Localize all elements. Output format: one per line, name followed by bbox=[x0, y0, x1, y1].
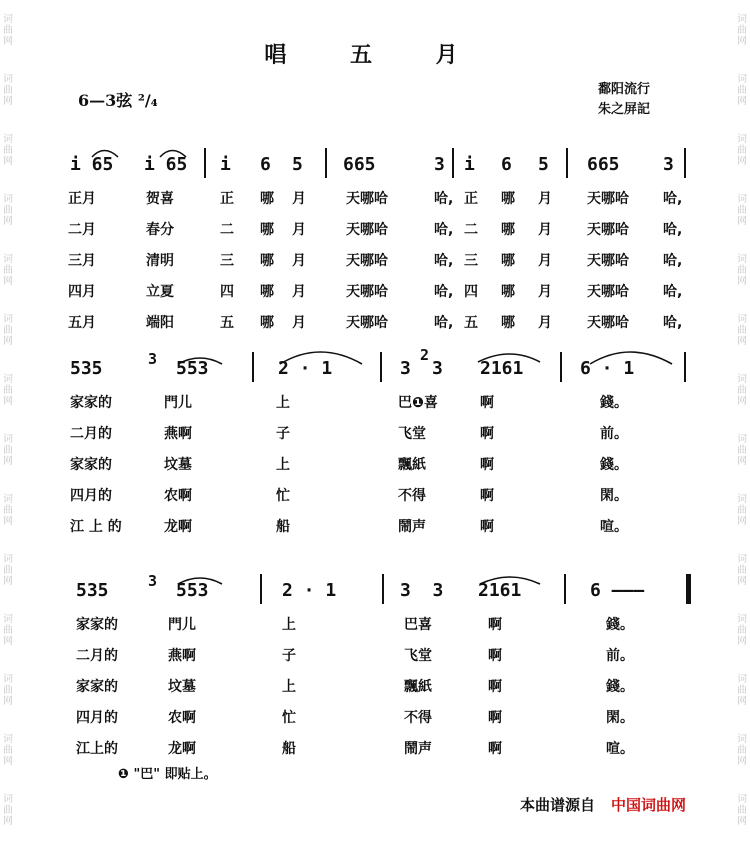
watermark-char: 网 bbox=[3, 275, 13, 287]
watermark-char: 曲 bbox=[737, 144, 747, 156]
lyric-word: 端阳 bbox=[146, 315, 174, 331]
note: 3 bbox=[432, 358, 443, 379]
lyric-word: 不得 bbox=[404, 710, 432, 726]
watermark-char: 词 bbox=[737, 673, 747, 685]
watermark-char: 曲 bbox=[3, 324, 13, 336]
watermark-char: 网 bbox=[3, 755, 13, 767]
lyric-word: 上 bbox=[276, 457, 290, 473]
lyric-word: 正月 bbox=[68, 191, 96, 207]
lyric-word: 門儿 bbox=[164, 395, 192, 411]
watermark-char: 曲 bbox=[737, 324, 747, 336]
lyric-word: 三 bbox=[220, 253, 234, 269]
watermark-char: 网 bbox=[3, 635, 13, 647]
note-group: 665 bbox=[343, 154, 376, 175]
slur-mark bbox=[178, 358, 222, 364]
lyric-word: 船 bbox=[282, 741, 296, 757]
watermark-char: 词 bbox=[3, 253, 13, 265]
lyric-word: 哈, bbox=[663, 253, 683, 269]
lyric-word: 天哪哈 bbox=[587, 315, 629, 331]
watermark-char: 曲 bbox=[3, 144, 13, 156]
lyric-word: 哪 bbox=[260, 253, 274, 269]
note-group: 2161 bbox=[480, 358, 524, 379]
lyric-word: 喧。 bbox=[600, 519, 628, 535]
watermark-char: 网 bbox=[737, 275, 747, 287]
lyric-word: 月 bbox=[292, 315, 306, 331]
watermark-char: 曲 bbox=[737, 684, 747, 696]
source-site: 中国词曲网 bbox=[611, 796, 687, 814]
lyric-word: 啊 bbox=[480, 519, 494, 535]
lyric-word: 上 bbox=[282, 679, 296, 695]
grace-note: 3 bbox=[148, 572, 158, 590]
watermark-char: 曲 bbox=[3, 84, 13, 96]
watermark-char: 词 bbox=[737, 193, 747, 205]
watermark-char: 网 bbox=[3, 695, 13, 707]
note: i bbox=[220, 154, 231, 175]
note-group: 553 bbox=[176, 358, 209, 379]
watermark-char: 曲 bbox=[3, 384, 13, 396]
lyric-word: 天哪哈 bbox=[346, 253, 388, 269]
watermark-char: 词 bbox=[737, 613, 747, 625]
lyric-word: 天哪哈 bbox=[587, 284, 629, 300]
credit-origin: 鄱阳流行 bbox=[598, 82, 651, 97]
lyric-word: 閑。 bbox=[606, 710, 634, 726]
slur-mark bbox=[92, 151, 118, 158]
watermark-char: 词 bbox=[3, 673, 13, 685]
lyric-word: 哪 bbox=[260, 284, 274, 300]
note-group: 535 bbox=[70, 358, 103, 379]
watermark-char: 曲 bbox=[737, 804, 747, 816]
note: 5 bbox=[538, 154, 549, 175]
lyric-word: 啊 bbox=[480, 426, 494, 442]
note-group: 3 3 bbox=[400, 580, 444, 601]
lyric-word: 前。 bbox=[606, 648, 634, 664]
watermark-char: 网 bbox=[3, 815, 13, 827]
lyric-word: 哈, bbox=[434, 253, 454, 269]
note: 5 bbox=[292, 154, 303, 175]
lyric-word: 門儿 bbox=[168, 617, 196, 633]
slur-mark bbox=[590, 352, 672, 364]
watermark-char: 词 bbox=[737, 433, 747, 445]
lyric-word: 上 bbox=[282, 617, 296, 633]
lyric-word: 啊 bbox=[488, 741, 502, 757]
lyric-word: 天哪哈 bbox=[346, 191, 388, 207]
watermark-char: 网 bbox=[737, 95, 747, 107]
watermark-char: 词 bbox=[3, 433, 13, 445]
note-group: i 65 bbox=[70, 154, 114, 175]
lyric-word: 天哪哈 bbox=[346, 315, 388, 331]
lyric-word: 巴❶喜 bbox=[398, 395, 438, 411]
note: i bbox=[464, 154, 475, 175]
lyric-word: 农啊 bbox=[164, 488, 192, 504]
lyric-word: 五 bbox=[464, 315, 478, 331]
slur-mark bbox=[280, 352, 362, 364]
lyric-word: 忙 bbox=[282, 710, 296, 726]
lyric-word: 二月 bbox=[68, 222, 96, 238]
watermark-char: 词 bbox=[737, 553, 747, 565]
watermark-char: 网 bbox=[3, 335, 13, 347]
watermark-char: 曲 bbox=[3, 504, 13, 516]
lyric-word: 飞堂 bbox=[404, 648, 432, 664]
lyric-word: 坟墓 bbox=[164, 457, 192, 473]
watermark-char: 词 bbox=[3, 373, 13, 385]
grace-note: 3 bbox=[148, 350, 158, 368]
watermark-char: 网 bbox=[737, 395, 747, 407]
watermark-char: 网 bbox=[3, 215, 13, 227]
lyric-word: 江上的 bbox=[76, 741, 118, 757]
watermark-char: 词 bbox=[3, 73, 13, 85]
watermark-char: 网 bbox=[737, 335, 747, 347]
note-group: 6 · 1 bbox=[580, 358, 635, 379]
watermark-char: 网 bbox=[737, 815, 747, 827]
watermark-char: 曲 bbox=[737, 384, 747, 396]
grace-note: 2 bbox=[420, 346, 430, 364]
watermark-char: 词 bbox=[3, 553, 13, 565]
lyric-word: 子 bbox=[276, 426, 290, 442]
lyric-word: 月 bbox=[538, 222, 552, 238]
lyric-word: 啊 bbox=[488, 617, 502, 633]
watermark-char: 词 bbox=[3, 133, 13, 145]
lyric-word: 月 bbox=[538, 315, 552, 331]
lyric-word: 哪 bbox=[501, 222, 515, 238]
lyric-word: 天哪哈 bbox=[346, 222, 388, 238]
watermark-char: 曲 bbox=[3, 24, 13, 36]
lyric-word: 天哪哈 bbox=[346, 284, 388, 300]
note: 3 bbox=[663, 154, 674, 175]
lyric-word: 哪 bbox=[501, 191, 515, 207]
lyric-word: 家家的 bbox=[76, 617, 118, 633]
watermark-char: 词 bbox=[737, 793, 747, 805]
lyric-word: 立夏 bbox=[146, 284, 174, 300]
watermark-char: 曲 bbox=[3, 804, 13, 816]
watermark-char: 词 bbox=[737, 133, 747, 145]
lyric-word: 鬧声 bbox=[404, 741, 432, 757]
lyric-word: 鬧声 bbox=[398, 519, 426, 535]
note-group: 535 bbox=[76, 580, 109, 601]
source-credit bbox=[520, 794, 686, 815]
lyric-word: 三 bbox=[464, 253, 478, 269]
lyric-word: 閑。 bbox=[600, 488, 628, 504]
lyric-word: 龙啊 bbox=[168, 741, 196, 757]
lyric-word: 前。 bbox=[600, 426, 628, 442]
lyric-word: 哪 bbox=[501, 284, 515, 300]
watermark-char: 词 bbox=[737, 313, 747, 325]
lyric-word: 哈, bbox=[434, 222, 454, 238]
source-label: 本曲谱源自 bbox=[520, 796, 596, 814]
note-group: 2 · 1 bbox=[278, 358, 333, 379]
watermark-char: 曲 bbox=[737, 204, 747, 216]
credit-recorder: 朱之屏記 bbox=[598, 102, 651, 117]
watermark-char: 网 bbox=[3, 95, 13, 107]
lyric-word: 四月 bbox=[68, 284, 96, 300]
watermark-char: 曲 bbox=[737, 24, 747, 36]
lyric-word: 哈, bbox=[434, 191, 454, 207]
watermark-char: 网 bbox=[737, 215, 747, 227]
watermark-char: 网 bbox=[737, 515, 747, 527]
lyric-word: 五 bbox=[220, 315, 234, 331]
slur-mark bbox=[480, 577, 540, 584]
lyric-word: 二月的 bbox=[70, 426, 112, 442]
lyric-word: 二月的 bbox=[76, 648, 118, 664]
slur-mark bbox=[160, 151, 186, 158]
lyric-word: 哈, bbox=[663, 315, 683, 331]
watermark-char: 词 bbox=[3, 613, 13, 625]
watermark-char: 曲 bbox=[737, 444, 747, 456]
lyric-word: 四月的 bbox=[76, 710, 118, 726]
lyric-word: 三月 bbox=[68, 253, 96, 269]
lyric-word: 四 bbox=[464, 284, 478, 300]
lyric-word: 燕啊 bbox=[168, 648, 196, 664]
lyric-word: 家家的 bbox=[70, 457, 112, 473]
lyric-word: 月 bbox=[538, 253, 552, 269]
lyric-word: 月 bbox=[538, 284, 552, 300]
watermark-char: 词 bbox=[3, 493, 13, 505]
watermark-char: 网 bbox=[3, 455, 13, 467]
lyric-word: 飄紙 bbox=[404, 679, 432, 695]
watermark-char: 网 bbox=[737, 35, 747, 47]
lyric-word: 子 bbox=[282, 648, 296, 664]
lyric-word: 月 bbox=[292, 222, 306, 238]
slur-mark bbox=[178, 578, 222, 584]
note: 6 bbox=[260, 154, 271, 175]
watermark-char: 网 bbox=[3, 515, 13, 527]
lyric-word: 家家的 bbox=[70, 395, 112, 411]
note: 6 bbox=[501, 154, 512, 175]
lyric-word: 哪 bbox=[501, 253, 515, 269]
lyric-word: 正 bbox=[464, 191, 478, 207]
watermark-char: 词 bbox=[3, 733, 13, 745]
watermark-char: 曲 bbox=[737, 624, 747, 636]
lyric-word: 正 bbox=[220, 191, 234, 207]
lyric-word: 船 bbox=[276, 519, 290, 535]
lyric-word: 啊 bbox=[488, 679, 502, 695]
key-signature: 6—3弦 ²/₄ bbox=[78, 91, 158, 110]
watermark-char: 词 bbox=[737, 13, 747, 25]
watermark-char: 词 bbox=[3, 193, 13, 205]
lyric-word: 啊 bbox=[488, 710, 502, 726]
lyric-word: 哪 bbox=[260, 222, 274, 238]
lyric-word: 贺喜 bbox=[146, 191, 174, 207]
lyric-word: 哪 bbox=[260, 315, 274, 331]
watermark-char: 网 bbox=[737, 155, 747, 167]
lyric-word: 錢。 bbox=[606, 679, 634, 695]
lyric-word: 巴喜 bbox=[404, 617, 432, 633]
watermark-char: 曲 bbox=[737, 84, 747, 96]
note: 3 bbox=[434, 154, 445, 175]
slur-mark bbox=[478, 354, 540, 362]
lyric-word: 不得 bbox=[398, 488, 426, 504]
lyric-word: 月 bbox=[292, 191, 306, 207]
watermark-char: 词 bbox=[3, 13, 13, 25]
watermark-char: 曲 bbox=[3, 444, 13, 456]
lyric-word: 二 bbox=[220, 222, 234, 238]
footnote: ❶ "巴" 即贴上。 bbox=[118, 767, 217, 782]
lyric-word: 哈, bbox=[434, 284, 454, 300]
watermark-char: 词 bbox=[737, 733, 747, 745]
lyric-word: 喧。 bbox=[606, 741, 634, 757]
lyric-word: 哈, bbox=[663, 284, 683, 300]
lyric-word: 五月 bbox=[68, 315, 96, 331]
note-group: 2161 bbox=[478, 580, 522, 601]
lyric-word: 四月的 bbox=[70, 488, 112, 504]
lyric-word: 飄紙 bbox=[398, 457, 426, 473]
lyric-word: 錢。 bbox=[606, 617, 634, 633]
watermark-char: 网 bbox=[3, 395, 13, 407]
watermark-char: 网 bbox=[737, 635, 747, 647]
watermark-char: 曲 bbox=[3, 564, 13, 576]
watermark-char: 曲 bbox=[737, 504, 747, 516]
lyric-word: 月 bbox=[292, 253, 306, 269]
watermark-char: 曲 bbox=[737, 264, 747, 276]
note: 3 bbox=[400, 358, 411, 379]
lyric-word: 哪 bbox=[260, 191, 274, 207]
lyric-word: 天哪哈 bbox=[587, 253, 629, 269]
watermark-char: 网 bbox=[737, 695, 747, 707]
song-title: 唱 五 月 bbox=[264, 43, 486, 68]
lyric-word: 天哪哈 bbox=[587, 191, 629, 207]
lyric-word: 燕啊 bbox=[164, 426, 192, 442]
watermark-char: 曲 bbox=[3, 264, 13, 276]
watermark-char: 网 bbox=[737, 755, 747, 767]
lyric-word: 春分 bbox=[146, 222, 174, 238]
lyric-word: 哈, bbox=[663, 222, 683, 238]
lyric-word: 錢。 bbox=[600, 457, 628, 473]
watermark-char: 词 bbox=[737, 73, 747, 85]
lyric-word: 上 bbox=[276, 395, 290, 411]
lyric-word: 啊 bbox=[488, 648, 502, 664]
lyric-word: 啊 bbox=[480, 457, 494, 473]
note-group: 553 bbox=[176, 580, 209, 601]
lyric-word: 农啊 bbox=[168, 710, 196, 726]
note-sustained: 6 ——— bbox=[590, 580, 645, 601]
lyric-word: 龙啊 bbox=[164, 519, 192, 535]
watermark-char: 网 bbox=[3, 155, 13, 167]
watermark-char: 曲 bbox=[3, 624, 13, 636]
lyric-word: 忙 bbox=[276, 488, 290, 504]
lyric-word: 飞堂 bbox=[398, 426, 426, 442]
lyric-word: 哈, bbox=[663, 191, 683, 207]
lyric-word: 月 bbox=[538, 191, 552, 207]
lyric-word: 清明 bbox=[146, 253, 174, 269]
watermark-char: 词 bbox=[3, 793, 13, 805]
lyric-word: 家家的 bbox=[76, 679, 118, 695]
note-group: 2 · 1 bbox=[282, 580, 337, 601]
watermark-char: 曲 bbox=[737, 564, 747, 576]
lyric-word: 哪 bbox=[501, 315, 515, 331]
lyric-word: 月 bbox=[292, 284, 306, 300]
watermark-char: 网 bbox=[3, 35, 13, 47]
lyric-word: 啊 bbox=[480, 488, 494, 504]
watermark-char: 词 bbox=[3, 313, 13, 325]
watermark-char: 曲 bbox=[3, 204, 13, 216]
watermark-char: 曲 bbox=[737, 744, 747, 756]
watermark-char: 词 bbox=[737, 253, 747, 265]
watermark-char: 网 bbox=[737, 575, 747, 587]
watermark-char: 网 bbox=[3, 575, 13, 587]
lyric-word: 二 bbox=[464, 222, 478, 238]
lyric-word: 啊 bbox=[480, 395, 494, 411]
watermark-char: 网 bbox=[737, 455, 747, 467]
watermark-char: 词 bbox=[737, 373, 747, 385]
lyric-word: 坟墓 bbox=[168, 679, 196, 695]
watermark-char: 词 bbox=[737, 493, 747, 505]
lyric-word: 哈, bbox=[434, 315, 454, 331]
watermark-char: 曲 bbox=[3, 744, 13, 756]
lyric-word: 江 上 的 bbox=[70, 519, 122, 535]
note-group: 665 bbox=[587, 154, 620, 175]
lyric-word: 天哪哈 bbox=[587, 222, 629, 238]
watermark-char: 曲 bbox=[3, 684, 13, 696]
lyric-word: 四 bbox=[220, 284, 234, 300]
lyric-word: 錢。 bbox=[600, 395, 628, 411]
note-group: i 65 bbox=[144, 154, 188, 175]
